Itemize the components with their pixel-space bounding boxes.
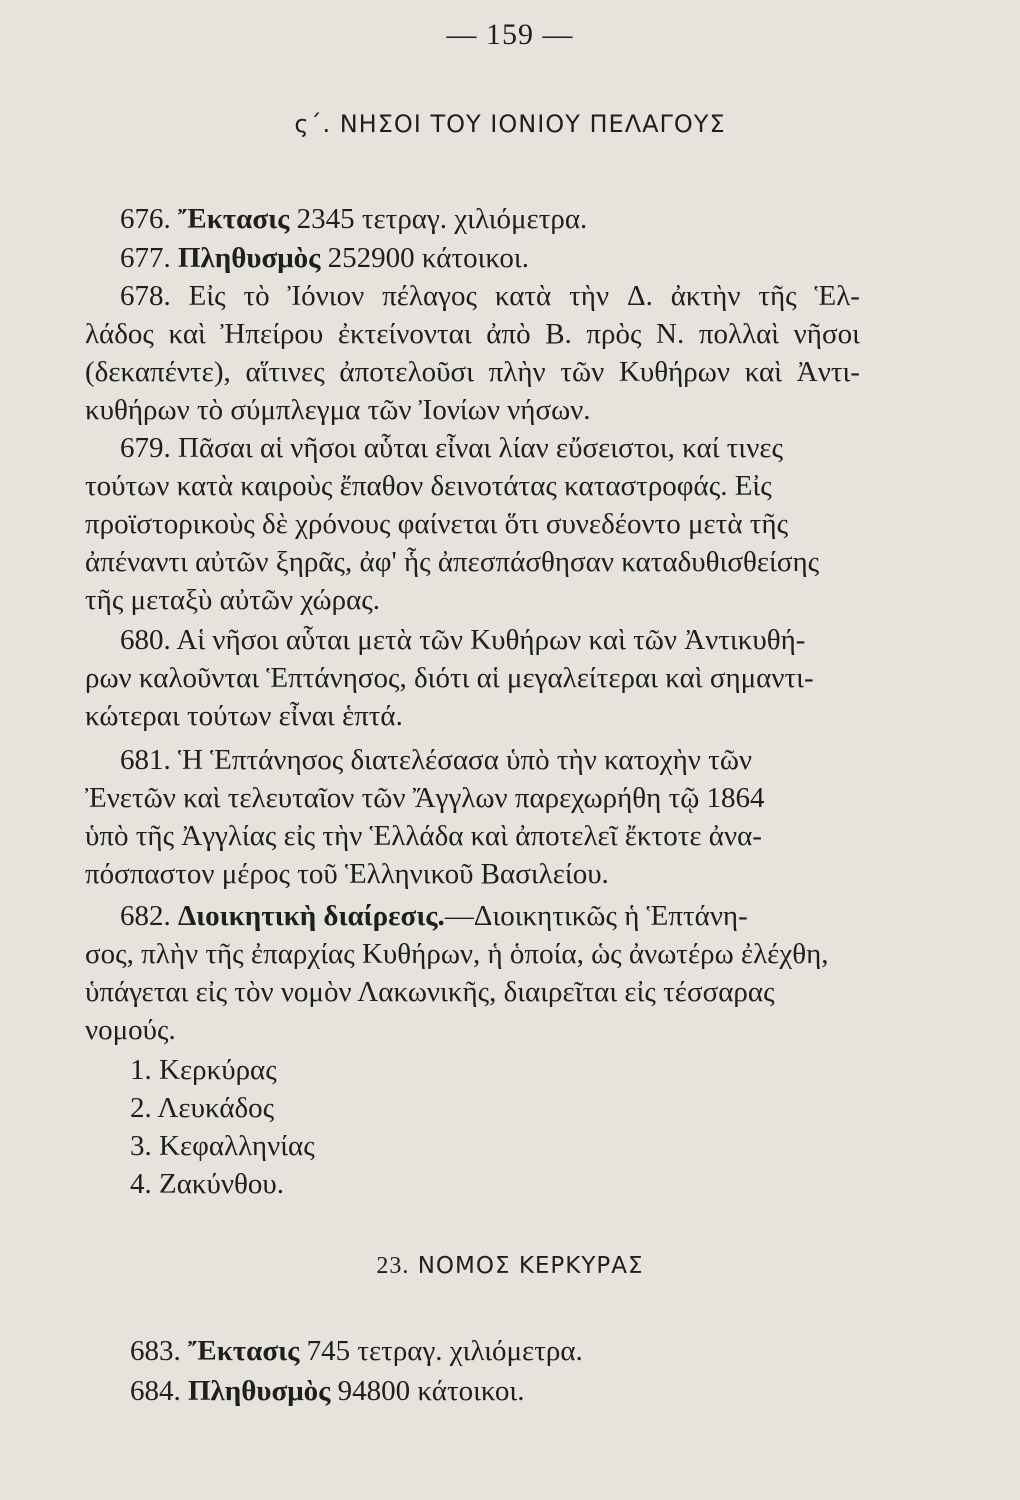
text-line (120, 900, 748, 933)
section-title: ΝΟΜΟΣ ΚΕΡΚΥΡΑΣ (417, 1253, 644, 1279)
chapter-heading: ς΄. ΝΗΣΟΙ ΤΟΥ ΙΟΝΙΟΥ ΠΕΛΑΓΟΥΣ (294, 110, 726, 138)
text-line: τούτων κατὰ καιροὺς ἔπαθον δεινοτάτας καταστροφάς. Εἰς (85, 470, 772, 502)
text-line: 681. Ἡ Ἑπτάνησος διατελέσασα ὑπὸ τὴν κατοχὴν τῶν (120, 744, 753, 776)
paragraph-term: Πληθυσμὸς (178, 242, 321, 274)
page-number: — 159 — (446, 18, 574, 51)
paragraph-term: Διοικητικὴ διαίρεσις. (178, 900, 445, 932)
paragraph-text: 2345 τετραγ. χιλιόμετρα. (296, 203, 588, 235)
list-item: 3. Κεφαλληνίας (130, 1130, 315, 1162)
text-line: λάδος καὶ Ἠπείρου ἐκτείνονται ἀπὸ Β. πρὸς Ν. πολλαὶ νῆσοι (85, 318, 860, 350)
text-line: 680. Αἱ νῆσοι αὗται μετὰ τῶν Κυθήρων καὶ τῶν Ἀντικυθή- (120, 624, 806, 656)
paragraph-number: 683. (130, 1335, 181, 1367)
text-line: 679. Πᾶσαι αἱ νῆσοι αὗται εἶναι λίαν εὔσειστοι, καί τινες (120, 432, 784, 464)
paragraph-684 (130, 1375, 524, 1408)
paragraph-number: 682. (120, 900, 171, 932)
text-line: 678. Εἰς τὸ Ἰόνιον πέλαγος κατὰ τὴν Δ. ἀκτὴν τῆς Ἑλ- (120, 280, 860, 312)
text-line: τῆς μεταξὺ αὐτῶν χώρας. (85, 584, 381, 616)
text-line: Ἐνετῶν καὶ τελευταῖον τῶν Ἄγγλων παρεχωρήθη τῷ 1864 (85, 782, 765, 814)
paragraph-text: 252900 κάτοικοι. (327, 242, 529, 274)
text-line: ὑπάγεται εἰς τὸν νομὸν Λακωνικῆς, διαιρεῖται εἰς τέσσαρας (85, 976, 775, 1008)
text-line: κυθήρων τὸ σύμπλεγμα τῶν Ἰονίων νήσων. (85, 394, 591, 426)
paragraph-term: Ἔκτασις (188, 1335, 300, 1367)
paragraph-number: 684. (130, 1375, 181, 1407)
paragraph-number: 677. (120, 242, 171, 274)
text-line: προϊστορικοὺς δὲ χρόνους φαίνεται ὅτι συνεδέοντο μετὰ τῆς (85, 508, 789, 540)
paragraph-text: —Διοικητικῶς ἡ Ἑπτάνη- (444, 900, 748, 932)
paragraph-677 (120, 242, 529, 275)
paragraph-term: Ἔκτασις (178, 203, 290, 235)
text-line: ρων καλοῦνται Ἑπτάνησος, διότι αἱ μεγαλείτεραι καὶ σημαντι- (85, 662, 814, 694)
paragraph-text: 745 τετραγ. χιλιόμετρα. (306, 1335, 583, 1367)
paragraph-number: 676. (120, 203, 171, 235)
text-line: πόσπαστον μέρος τοῦ Ἑλληνικοῦ Βασιλείου. (85, 858, 609, 890)
paragraph-term: Πληθυσμὸς (188, 1375, 331, 1407)
text-line: ὑπὸ τῆς Ἀγγλίας εἰς τὴν Ἑλλάδα καὶ ἀποτελεῖ ἔκτοτε ἀνα- (85, 820, 762, 852)
paragraph-676 (120, 203, 587, 236)
list-item: 2. Λευκάδος (130, 1092, 275, 1124)
section-number: 23. (376, 1253, 410, 1279)
section-heading (0, 1253, 1020, 1280)
text-line: κώτεραι τούτων εἶναι ἑπτά. (85, 700, 403, 732)
paragraph-text: 94800 κάτοικοι. (337, 1375, 525, 1407)
text-line: σος, πλὴν τῆς ἐπαρχίας Κυθήρων, ἡ ὁποία, ὡς ἀνωτέρω ἐλέχθη, (85, 938, 829, 970)
paragraph-683 (130, 1335, 583, 1368)
text-line: (δεκαπέντε), αἵτινες ἀποτελοῦσι πλὴν τῶν Κυθήρων καὶ Ἀντι- (85, 356, 860, 388)
list-item: 4. Ζακύνθου. (130, 1168, 284, 1200)
text-line: νομούς. (85, 1014, 176, 1046)
text-line: ἀπέναντι αὐτῶν ξηρᾶς, ἀφ' ἧς ἀπεσπάσθησαν καταδυθισθείσης (85, 546, 820, 578)
list-item: 1. Κερκύρας (130, 1054, 277, 1086)
